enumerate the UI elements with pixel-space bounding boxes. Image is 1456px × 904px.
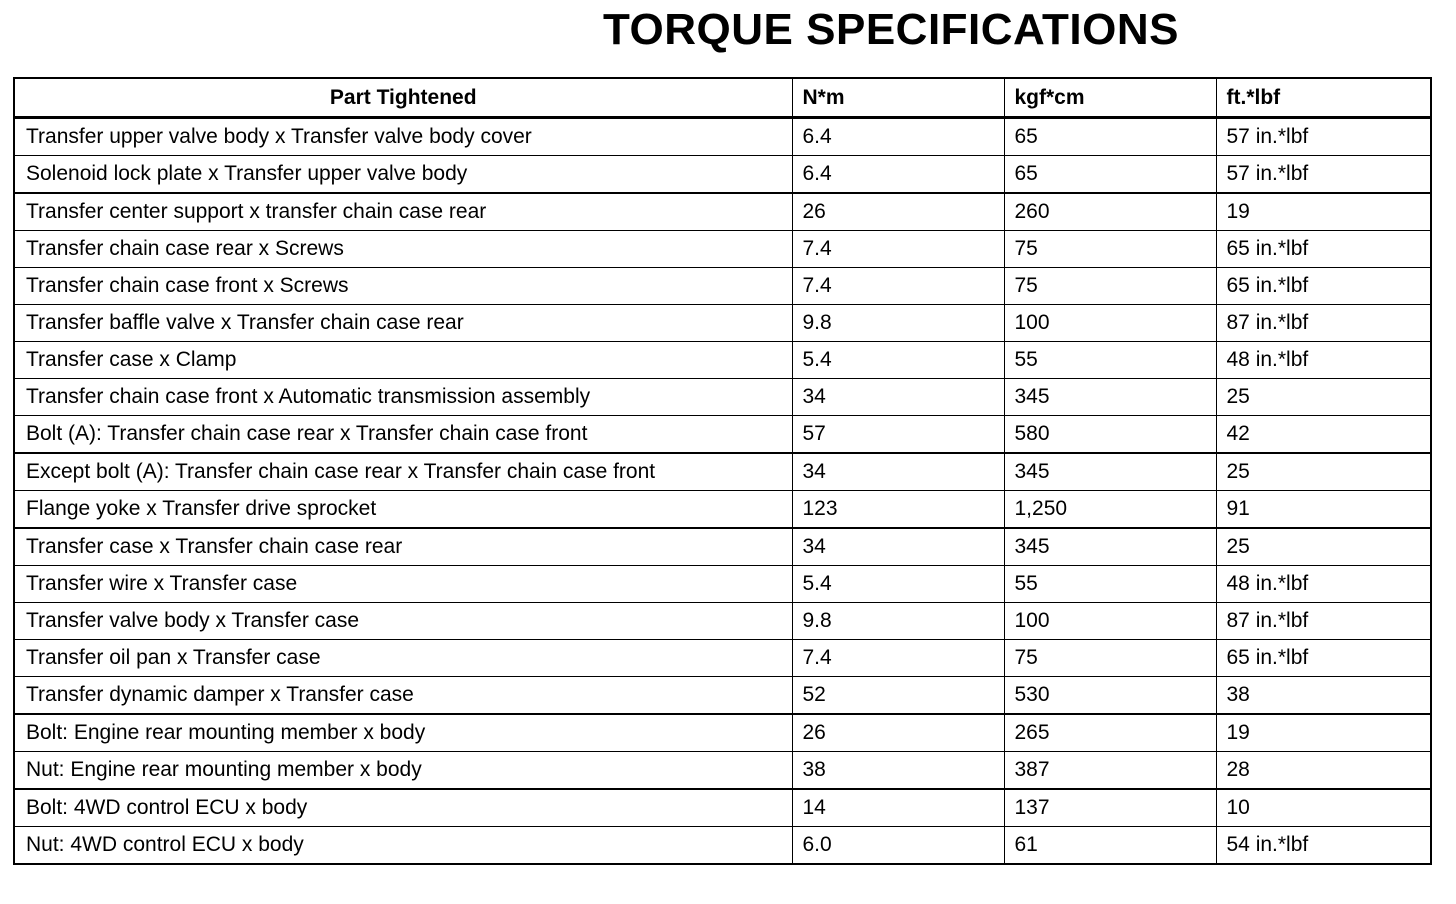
kgf-cell: 75: [1004, 231, 1216, 268]
table-row: [14, 416, 1431, 454]
part-cell: Transfer valve body x Transfer case: [14, 603, 792, 640]
table-row: [14, 566, 1431, 603]
ft-cell: 48 in.*lbf: [1216, 342, 1431, 379]
ft-cell: 87 in.*lbf: [1216, 305, 1431, 342]
ft-cell: 54 in.*lbf: [1216, 827, 1431, 865]
nm-cell: 6.0: [792, 827, 1004, 865]
kgf-cell: 100: [1004, 603, 1216, 640]
kgf-cell: 61: [1004, 827, 1216, 865]
table-row: [14, 789, 1431, 827]
table-row: [14, 268, 1431, 305]
kgf-cell: 1,250: [1004, 491, 1216, 529]
table-row: [14, 156, 1431, 194]
table-row: [14, 640, 1431, 677]
table-row: [14, 714, 1431, 752]
kgf-cell: 345: [1004, 379, 1216, 416]
part-cell: Transfer upper valve body x Transfer valve body cover: [14, 118, 792, 156]
ft-cell: 42: [1216, 416, 1431, 454]
ft-cell: 25: [1216, 453, 1431, 491]
nm-cell: 57: [792, 416, 1004, 454]
part-cell: Transfer oil pan x Transfer case: [14, 640, 792, 677]
ft-cell: 65 in.*lbf: [1216, 268, 1431, 305]
table-row: [14, 491, 1431, 529]
table-row: [14, 603, 1431, 640]
column-header-part: Part Tightened: [14, 78, 792, 118]
part-cell: Transfer chain case rear x Screws: [14, 231, 792, 268]
table-row: [14, 827, 1431, 865]
column-header-kgf: kgf*cm: [1004, 78, 1216, 118]
nm-cell: 7.4: [792, 231, 1004, 268]
kgf-cell: 580: [1004, 416, 1216, 454]
kgf-cell: 65: [1004, 156, 1216, 194]
part-cell: Transfer dynamic damper x Transfer case: [14, 677, 792, 715]
part-cell: Transfer wire x Transfer case: [14, 566, 792, 603]
part-cell: Transfer baffle valve x Transfer chain case rear: [14, 305, 792, 342]
nm-cell: 6.4: [792, 156, 1004, 194]
nm-cell: 9.8: [792, 603, 1004, 640]
kgf-cell: 260: [1004, 193, 1216, 231]
table-row: [14, 231, 1431, 268]
nm-cell: 52: [792, 677, 1004, 715]
kgf-cell: 75: [1004, 640, 1216, 677]
part-cell: Nut: 4WD control ECU x body: [14, 827, 792, 865]
table-row: [14, 752, 1431, 790]
ft-cell: 10: [1216, 789, 1431, 827]
table-row: [14, 379, 1431, 416]
part-cell: Bolt (A): Transfer chain case rear x Transfer chain case front: [14, 416, 792, 454]
nm-cell: 7.4: [792, 268, 1004, 305]
ft-cell: 19: [1216, 714, 1431, 752]
column-header-nm: N*m: [792, 78, 1004, 118]
kgf-cell: 55: [1004, 342, 1216, 379]
part-cell: Bolt: 4WD control ECU x body: [14, 789, 792, 827]
kgf-cell: 55: [1004, 566, 1216, 603]
part-cell: Nut: Engine rear mounting member x body: [14, 752, 792, 790]
kgf-cell: 75: [1004, 268, 1216, 305]
torque-spec-table: [13, 77, 1432, 865]
column-header-ft: ft.*lbf: [1216, 78, 1431, 118]
nm-cell: 5.4: [792, 342, 1004, 379]
part-cell: Bolt: Engine rear mounting member x body: [14, 714, 792, 752]
part-cell: Transfer case x Clamp: [14, 342, 792, 379]
kgf-cell: 345: [1004, 528, 1216, 566]
ft-cell: 48 in.*lbf: [1216, 566, 1431, 603]
part-cell: Except bolt (A): Transfer chain case rear x Transfer chain case front: [14, 453, 792, 491]
ft-cell: 57 in.*lbf: [1216, 156, 1431, 194]
nm-cell: 6.4: [792, 118, 1004, 156]
ft-cell: 19: [1216, 193, 1431, 231]
part-cell: Transfer center support x transfer chain case rear: [14, 193, 792, 231]
part-cell: Solenoid lock plate x Transfer upper valve body: [14, 156, 792, 194]
nm-cell: 14: [792, 789, 1004, 827]
table-row: [14, 342, 1431, 379]
kgf-cell: 530: [1004, 677, 1216, 715]
kgf-cell: 100: [1004, 305, 1216, 342]
kgf-cell: 387: [1004, 752, 1216, 790]
kgf-cell: 265: [1004, 714, 1216, 752]
table-row: [14, 453, 1431, 491]
ft-cell: 65 in.*lbf: [1216, 231, 1431, 268]
nm-cell: 5.4: [792, 566, 1004, 603]
part-cell: Transfer chain case front x Automatic transmission assembly: [14, 379, 792, 416]
ft-cell: 91: [1216, 491, 1431, 529]
nm-cell: 123: [792, 491, 1004, 529]
part-cell: Transfer chain case front x Screws: [14, 268, 792, 305]
table-row: [14, 305, 1431, 342]
part-cell: Flange yoke x Transfer drive sprocket: [14, 491, 792, 529]
nm-cell: 26: [792, 714, 1004, 752]
kgf-cell: 137: [1004, 789, 1216, 827]
table-row: [14, 528, 1431, 566]
ft-cell: 38: [1216, 677, 1431, 715]
kgf-cell: 65: [1004, 118, 1216, 156]
page-title: TORQUE SPECIFICATIONS: [602, 5, 1180, 54]
ft-cell: 65 in.*lbf: [1216, 640, 1431, 677]
nm-cell: 38: [792, 752, 1004, 790]
nm-cell: 9.8: [792, 305, 1004, 342]
table-row: [14, 193, 1431, 231]
table-row: [14, 118, 1431, 156]
ft-cell: 25: [1216, 528, 1431, 566]
ft-cell: 25: [1216, 379, 1431, 416]
ft-cell: 87 in.*lbf: [1216, 603, 1431, 640]
table-row: [14, 677, 1431, 715]
table-header-row: [14, 78, 1431, 118]
nm-cell: 34: [792, 453, 1004, 491]
ft-cell: 57 in.*lbf: [1216, 118, 1431, 156]
nm-cell: 34: [792, 379, 1004, 416]
part-cell: Transfer case x Transfer chain case rear: [14, 528, 792, 566]
nm-cell: 34: [792, 528, 1004, 566]
nm-cell: 26: [792, 193, 1004, 231]
nm-cell: 7.4: [792, 640, 1004, 677]
ft-cell: 28: [1216, 752, 1431, 790]
kgf-cell: 345: [1004, 453, 1216, 491]
